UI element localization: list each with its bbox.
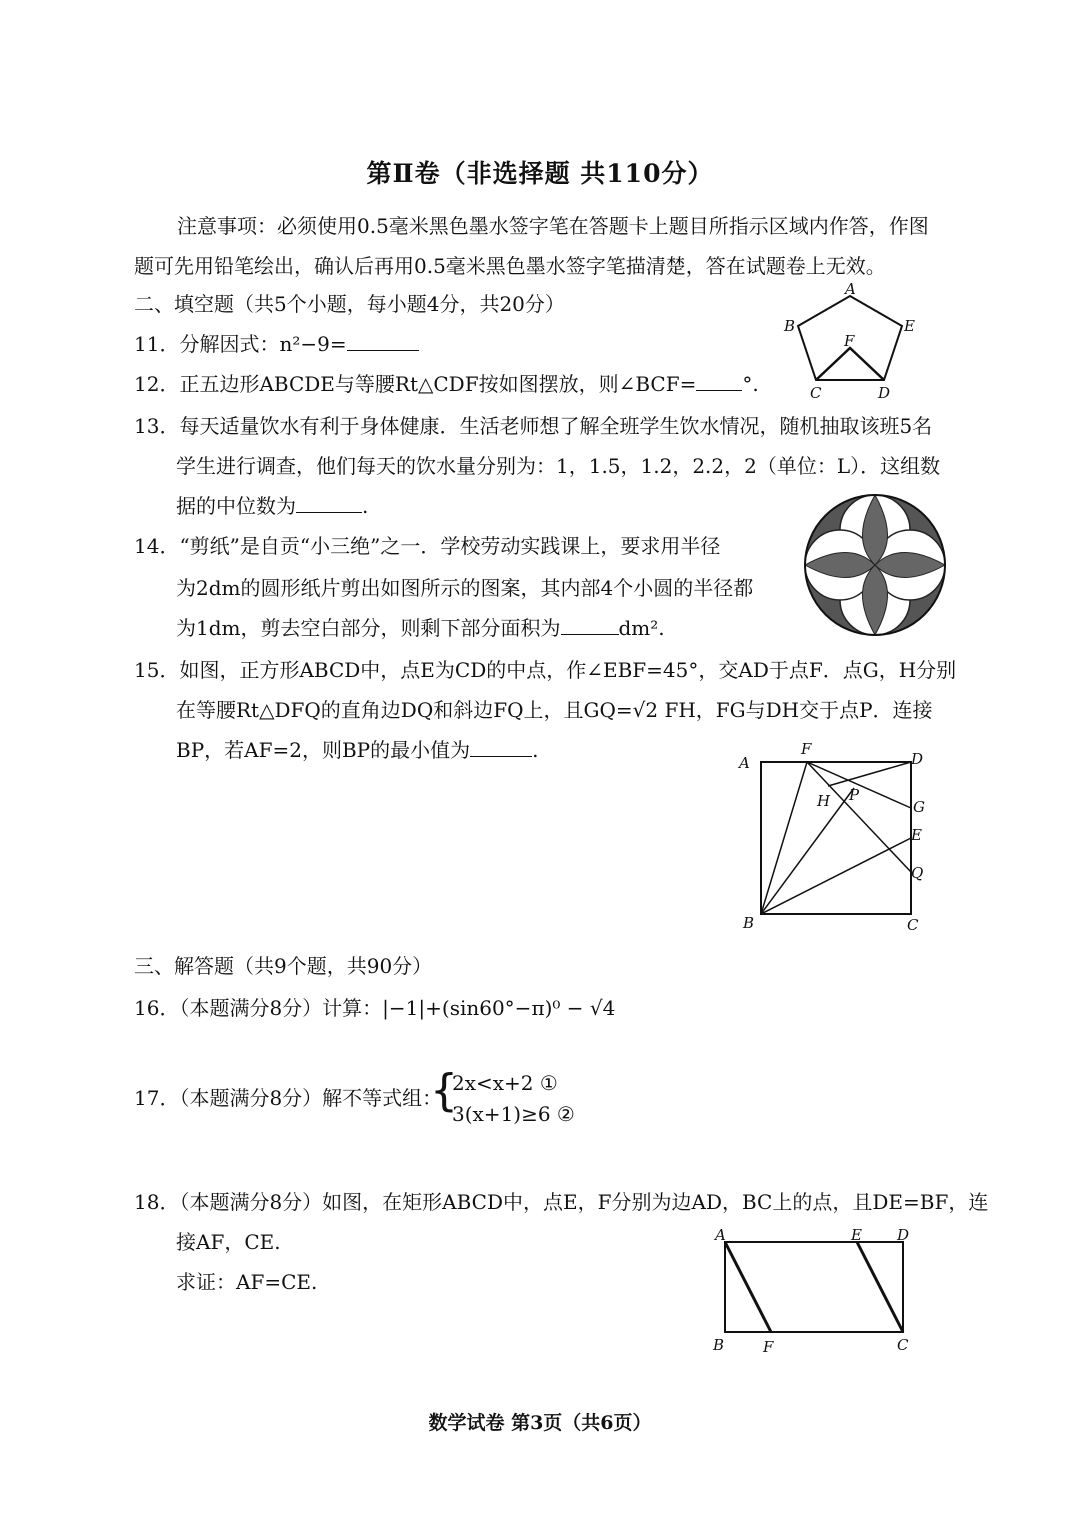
question-14-line-2: 为2dm的圆形纸片剪出如图所示的图案，其内部4个小圆的半径都 (176, 576, 754, 600)
section-2-heading: 二、填空题（共5个小题，每小题4分，共20分） (134, 292, 565, 316)
question-18-line-2: 接AF，CE. (176, 1230, 281, 1254)
label-d: D (878, 384, 891, 402)
label-h: H (817, 792, 831, 810)
question-12-text: 12．正五边形ABCDE与等腰Rt△CDF按如图摆放，则∠BCF= (134, 372, 697, 396)
label-e: E (911, 826, 922, 844)
answer-blank (347, 330, 419, 351)
label-f: F (844, 332, 855, 350)
label-a: A (739, 754, 750, 772)
answer-blank (561, 614, 619, 635)
question-13-line-3 (176, 492, 368, 520)
notice-line-2: 题可先用铅笔绘出，确认后再用0.5毫米黑色墨水签字笔描清楚，答在试题卷上无效。 (134, 254, 886, 278)
question-18-line-3: 求证：AF=CE. (176, 1270, 318, 1294)
rectangle-figure (705, 1222, 920, 1357)
notice-line-1: 注意事项：必须使用0.5毫米黑色墨水签字笔在答题卡上题目所指示区域内作答，作图 (177, 214, 929, 238)
paper-cut-figure (800, 490, 950, 640)
square-figure (735, 740, 935, 940)
question-18-line-1: 18．（本题满分8分）如图，在矩形ABCD中，点E，F分别为边AD，BC上的点，且DE=BF，连 (134, 1190, 989, 1214)
question-15-suffix: . (532, 738, 539, 762)
label-c: C (897, 1336, 909, 1354)
question-12 (134, 370, 759, 398)
label-d: D (911, 750, 924, 768)
page-footer: 数学试卷 第3页（共6页） (428, 1412, 652, 1434)
question-16: 16．（本题满分8分）计算：|−1|+(sin60°−π)⁰ − √4 (134, 996, 616, 1020)
label-d: D (897, 1226, 910, 1244)
label-a: A (715, 1226, 726, 1244)
question-14-suffix: dm². (618, 616, 665, 640)
question-12-suffix: °. (742, 372, 759, 396)
question-14-line-1: 14．“剪纸”是自贡“小三绝”之一．学校劳动实践课上，要求用半径 (134, 534, 721, 558)
page-title: 第Ⅱ卷（非选择题 共110分） (366, 159, 714, 188)
label-f: F (763, 1338, 774, 1356)
label-b: B (713, 1336, 725, 1354)
question-17-prefix: 17．（本题满分8分）解不等式组： (134, 1086, 443, 1110)
answer-blank (296, 492, 362, 513)
question-13-suffix: . (362, 494, 369, 518)
label-b: B (743, 914, 755, 932)
label-g: G (913, 798, 925, 816)
question-15-line-3 (176, 736, 538, 764)
question-14-line-3 (176, 614, 665, 642)
question-13-line-1: 13．每天适量饮水有利于身体健康．生活老师想了解全班学生饮水情况，随机抽取该班5名 (134, 414, 933, 438)
label-e: E (904, 317, 915, 335)
label-f: F (801, 740, 812, 758)
question-13-line-2: 学生进行调查，他们每天的饮水量分别为：1，1.5，1.2，2.2，2（单位：L）．这组数 (176, 454, 941, 478)
question-11-text: 11．分解因式：n²−9= (134, 332, 347, 356)
question-15-text: BP，若AF=2，则BP的最小值为 (176, 738, 471, 762)
question-11 (134, 330, 419, 358)
question-14-text: 为1dm，剪去空白部分，则剩下部分面积为 (176, 616, 561, 640)
label-e: E (851, 1226, 862, 1244)
question-15-line-2: 在等腰Rt△DFQ的直角边DQ和斜边FQ上，且GQ=√2 FH，FG与DH交于点P．连接 (176, 698, 933, 722)
pentagon-figure (780, 282, 930, 407)
label-p: P (849, 786, 860, 804)
label-c: C (907, 916, 919, 934)
label-c: C (810, 384, 822, 402)
label-q: Q (911, 864, 924, 882)
label-a: A (845, 282, 856, 298)
section-3-heading: 三、解答题（共9个题，共90分） (134, 954, 433, 978)
label-b: B (784, 317, 796, 335)
inequality-2: 3(x+1)≥6 ② (452, 1102, 575, 1126)
answer-blank (470, 736, 532, 757)
question-13-text: 据的中位数为 (176, 494, 296, 518)
inequality-brace: { (430, 1065, 458, 1116)
inequality-1: 2x<x+2 ① (452, 1071, 558, 1095)
question-15-line-1: 15．如图，正方形ABCD中，点E为CD的中点，作∠EBF=45°，交AD于点F．点G，H分别 (134, 658, 957, 682)
answer-blank (696, 370, 742, 391)
